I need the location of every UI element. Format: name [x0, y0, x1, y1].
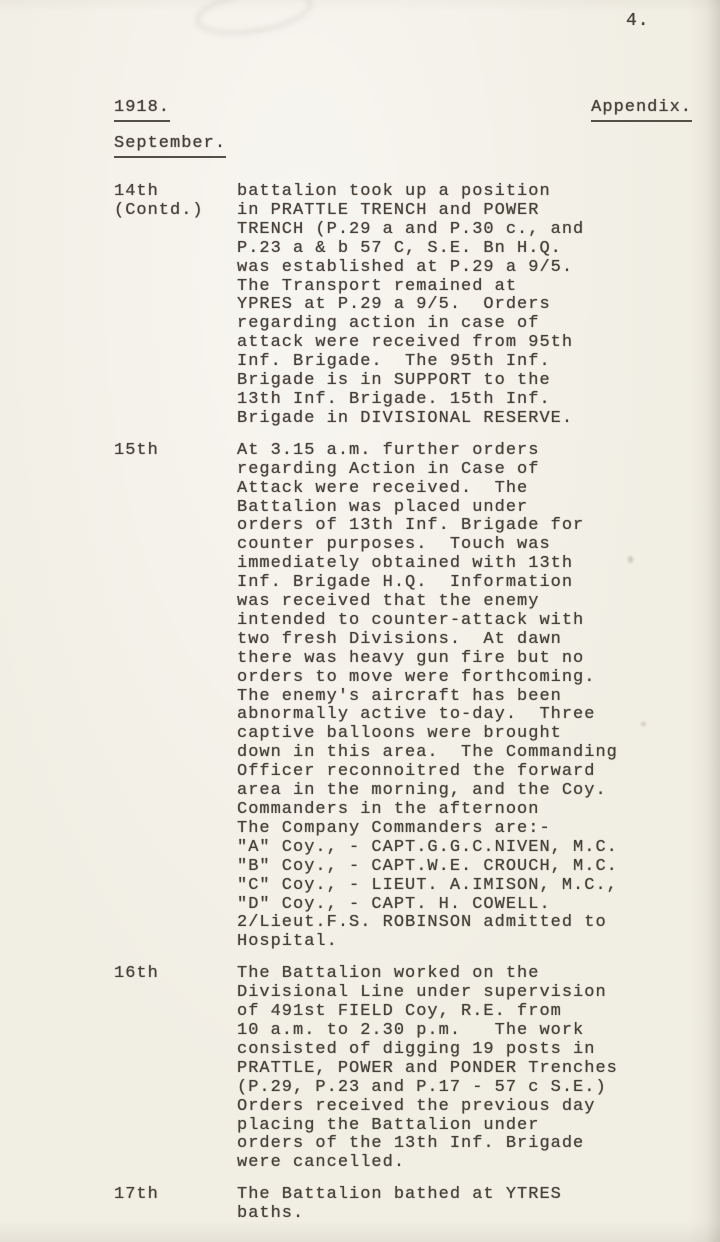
diary-entry [0, 183, 720, 429]
entry-line: 13th Inf. Brigade. 15th Inf. [237, 389, 551, 409]
entry-line: orders of the 13th Inf. Brigade [237, 1134, 585, 1154]
entry-date [114, 965, 237, 1173]
entry-line: were cancelled. [237, 1153, 406, 1173]
entry-line: Orders received the previous day [237, 1096, 596, 1116]
entry-line: immediately obtained with 13th [237, 554, 574, 574]
entry-line: Brigade in DIVISIONAL RESERVE. [237, 408, 574, 428]
entry-line: "A" Coy., - CAPT.G.G.C.NIVEN, M.C. [237, 837, 618, 857]
entry-line: battalion took up a position [237, 182, 551, 201]
diary-entries [0, 183, 720, 1237]
entry-text [237, 965, 720, 1173]
entry-line: Battalion was placed under [237, 497, 529, 517]
entry-line: "B" Coy., - CAPT.W.E. CROUCH, M.C. [237, 856, 618, 876]
entry-line: orders to move were forthcoming. [237, 667, 596, 687]
entry-line: baths. [237, 1204, 305, 1224]
entry-line: Inf. Brigade H.Q. Information [237, 573, 574, 593]
entry-line: P.23 a & b 57 C, S.E. Bn H.Q. [237, 238, 562, 258]
entry-date-line: 17th [114, 1185, 159, 1205]
entry-line: The Company Commanders are:- [237, 818, 551, 838]
entry-line: "D" Coy., - CAPT. H. COWELL. [237, 894, 551, 914]
entry-date-line: (Contd.) [114, 200, 204, 220]
entry-line: placing the Battalion under [237, 1115, 540, 1135]
entry-line: (P.29, P.23 and P.17 - 57 c S.E.) [237, 1077, 607, 1097]
entry-line: orders of 13th Inf. Brigade for [237, 516, 585, 536]
entry-date [114, 442, 237, 952]
entry-line: 2/Lieut.F.S. ROBINSON admitted to [237, 913, 607, 933]
entry-line: YPRES at P.29 a 9/5. Orders [237, 295, 551, 315]
entry-line: The enemy's aircraft has been [237, 686, 562, 706]
entry-line: The Battalion worked on the [237, 964, 540, 984]
entry-line: two fresh Divisions. At dawn [237, 629, 562, 649]
entry-line: intended to counter-attack with [237, 610, 585, 630]
entry-line: Inf. Brigade. The 95th Inf. [237, 352, 551, 372]
entry-line: TRENCH (P.29 a and P.30 c., and [237, 219, 585, 239]
entry-date-line: 15th [114, 440, 159, 460]
entry-line: consisted of digging 19 posts in [237, 1039, 596, 1059]
diary-entry [0, 1186, 720, 1224]
entry-line: The Transport remained at [237, 276, 518, 296]
entry-line: Officer reconnoitred the forward [237, 762, 596, 782]
entry-line: regarding Action in Case of [237, 459, 540, 479]
entry-line: area in the morning, and the Coy. [237, 781, 607, 801]
entry-text [237, 1186, 720, 1224]
year-heading: 1918. [114, 99, 170, 122]
entry-line: captive balloons were brought [237, 724, 562, 744]
entry-text [237, 442, 720, 952]
header-row [114, 99, 692, 122]
entry-line: Attack were received. The [237, 478, 529, 498]
entry-date [114, 1186, 237, 1224]
diary-entry [0, 442, 720, 952]
entry-line: 10 a.m. to 2.30 p.m. The work [237, 1020, 585, 1040]
entry-line: Hospital. [237, 932, 338, 952]
entry-line: there was heavy gun fire but no [237, 648, 585, 668]
entry-line: was established at P.29 a 9/5. [237, 257, 574, 277]
entry-date-line: 16th [114, 964, 159, 984]
entry-line: was received that the enemy [237, 592, 540, 612]
entry-line: The Battalion bathed at YTRES [237, 1185, 562, 1205]
page-number: 4. [626, 11, 650, 31]
entry-line: in PRATTLE TRENCH and POWER [237, 200, 540, 220]
entry-line: Divisional Line under supervision [237, 983, 607, 1003]
entry-line: PRATTLE, POWER and PONDER Trenches [237, 1058, 618, 1078]
month-heading-wrap [114, 134, 226, 158]
entry-date-line: 14th [114, 182, 159, 201]
month-heading: September. [114, 135, 226, 158]
diary-entry [0, 965, 720, 1173]
entry-line: regarding action in case of [237, 314, 540, 334]
entry-line: "C" Coy., - LIEUT. A.IMISON, M.C., [237, 875, 618, 895]
appendix-heading: Appendix. [591, 99, 692, 122]
entry-line: At 3.15 a.m. further orders [237, 440, 540, 460]
pencil-smudge [194, 0, 315, 41]
entry-text [237, 183, 720, 429]
entry-line: down in this area. The Commanding [237, 743, 618, 763]
entry-line: attack were received from 95th [237, 333, 574, 353]
entry-line: Commanders in the afternoon [237, 800, 540, 819]
entry-date [114, 183, 237, 429]
entry-line: of 491st FIELD Coy, R.E. from [237, 1002, 562, 1022]
entry-line: Brigade is in SUPPORT to the [237, 371, 551, 391]
entry-line: counter purposes. Touch was [237, 535, 551, 555]
entry-line: abnormally active to-day. Three [237, 705, 596, 725]
